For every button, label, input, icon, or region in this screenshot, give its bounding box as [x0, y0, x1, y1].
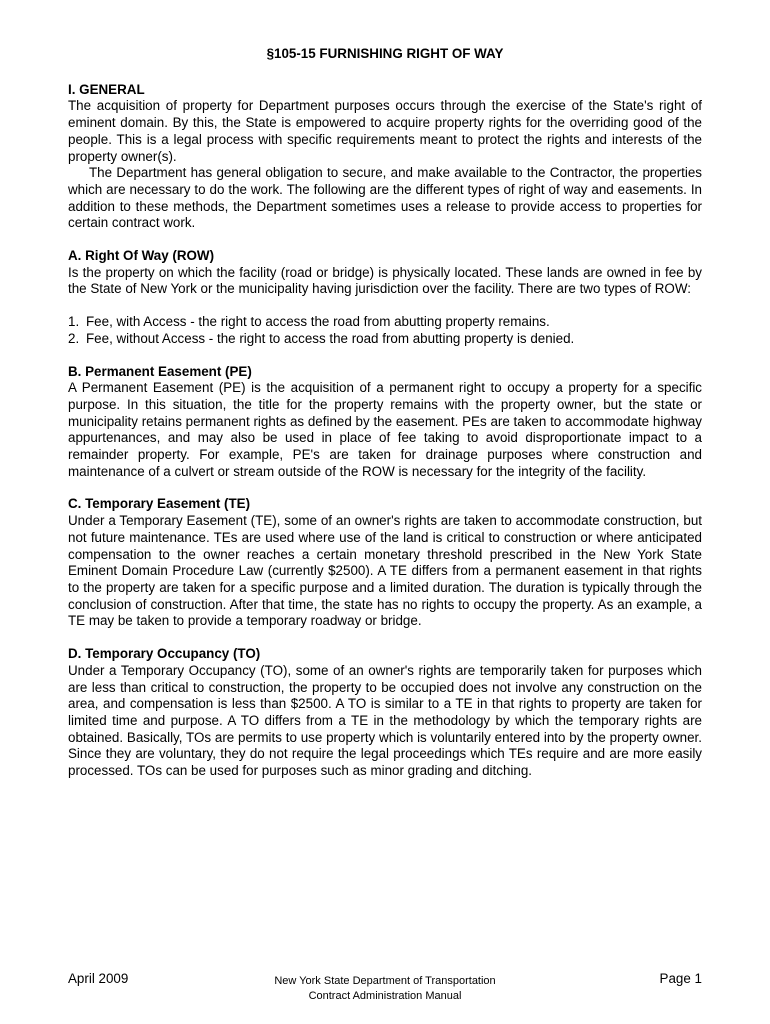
row-paragraph: Is the property on which the facility (road or bridge) is physically located. These lands are owned in fee by the State of New York or the municipality having jurisdiction over the facility. There are two types of ROW:	[68, 264, 702, 297]
section-row	[68, 248, 702, 298]
list-item-text: Fee, without Access - the right to access the road from abutting property is denied.	[86, 330, 575, 346]
list-item	[68, 331, 702, 348]
section-heading-to: D. Temporary Occupancy (TO)	[68, 646, 261, 662]
list-item	[68, 314, 702, 331]
to-paragraph: Under a Temporary Occupancy (TO), some of an owner's rights are temporarily taken for purposes which are less than critical to construction, the property to be occupied does not involve any construction on the area, and compensation is less than $2500. A TO is similar to a TE in that rights to property are taken for limited time and purpose. A TO differs from a TE in the methodology by which the temporary rights are obtained. Basically, TOs are permits to use property which is voluntarily entered into by the property owner. Since they are voluntary, they do not require the legal proceedings which TEs require and are more easily processed. TOs can be used for purposes such as minor grading and ditching.	[68, 662, 702, 779]
general-paragraph-1: The acquisition of property for Department purposes occurs through the exercise of the State's right of eminent domain. By this, the State is empowered to acquire property rights for the overriding good of the people. This is a legal process with specific requirements meant to protect the rights and interests of the property owner(s).	[68, 98, 702, 164]
document-page	[68, 46, 702, 796]
footer-org: New York State Department of Transportation	[274, 975, 496, 987]
footer-manual: Contract Administration Manual	[308, 990, 462, 1002]
page-title: §105-15 FURNISHING RIGHT OF WAY	[266, 46, 504, 61]
section-heading-te: C. Temporary Easement (TE)	[68, 496, 251, 512]
section-heading-pe: B. Permanent Easement (PE)	[68, 363, 252, 379]
section-heading-row: A. Right Of Way (ROW)	[68, 248, 215, 264]
list-item-text: Fee, with Access - the right to access the road from abutting property remains.	[86, 314, 550, 330]
section-temporary-easement	[68, 496, 702, 630]
section-temporary-occupancy	[68, 646, 702, 780]
row-types-list	[68, 314, 702, 347]
section-permanent-easement	[68, 364, 702, 481]
section-heading-general: I. GENERAL	[68, 81, 145, 97]
te-paragraph: Under a Temporary Easement (TE), some of an owner's rights are taken to accommodate construction, but not future maintenance. TEs are used where use of the land is critical to construction or where anticipated compensation to the owner reaches a certain monetary threshold prescribed in the New York State Eminent Domain Procedure Law (currently $2500). A TE differs from a permanent easement in that rights to the property are taken for a specific purpose and a limited duration. The duration is typically through the conclusion of construction. After that time, the state has no rights to occupy the property. As an example, a TE may be taken to provide a temporary roadway or bridge.	[68, 513, 702, 629]
pe-paragraph: A Permanent Easement (PE) is the acquisition of a permanent right to occupy a property for a specific purpose. In this situation, the title for the property remains with the property owner, but the state or municipality retains permanent rights as defined by the easement. PEs are taken to accommodate highway appurtenances, and may also be used in place of fee taking to avoid disproportionate impact to a remainder property. For example, PE's are taken for drainage purposes where construction and maintenance of a culvert or stream outside of the ROW is necessary for the integrity of the facility.	[68, 380, 702, 479]
general-paragraph-2: The Department has general obligation to secure, and make available to the Contractor, the properties which are necessary to do the work. The following are the different types of right of way and easements. In addition to these methods, the Department sometimes uses a release to provide access to properties for certain contract work.	[68, 165, 702, 231]
list-item-number: 2.	[68, 330, 80, 346]
footer-publisher	[235, 974, 535, 1004]
footer-date: April 2009	[68, 971, 129, 986]
section-general	[68, 82, 702, 232]
list-item-number: 1.	[68, 314, 80, 330]
footer-page-number: Page 1	[659, 971, 702, 986]
